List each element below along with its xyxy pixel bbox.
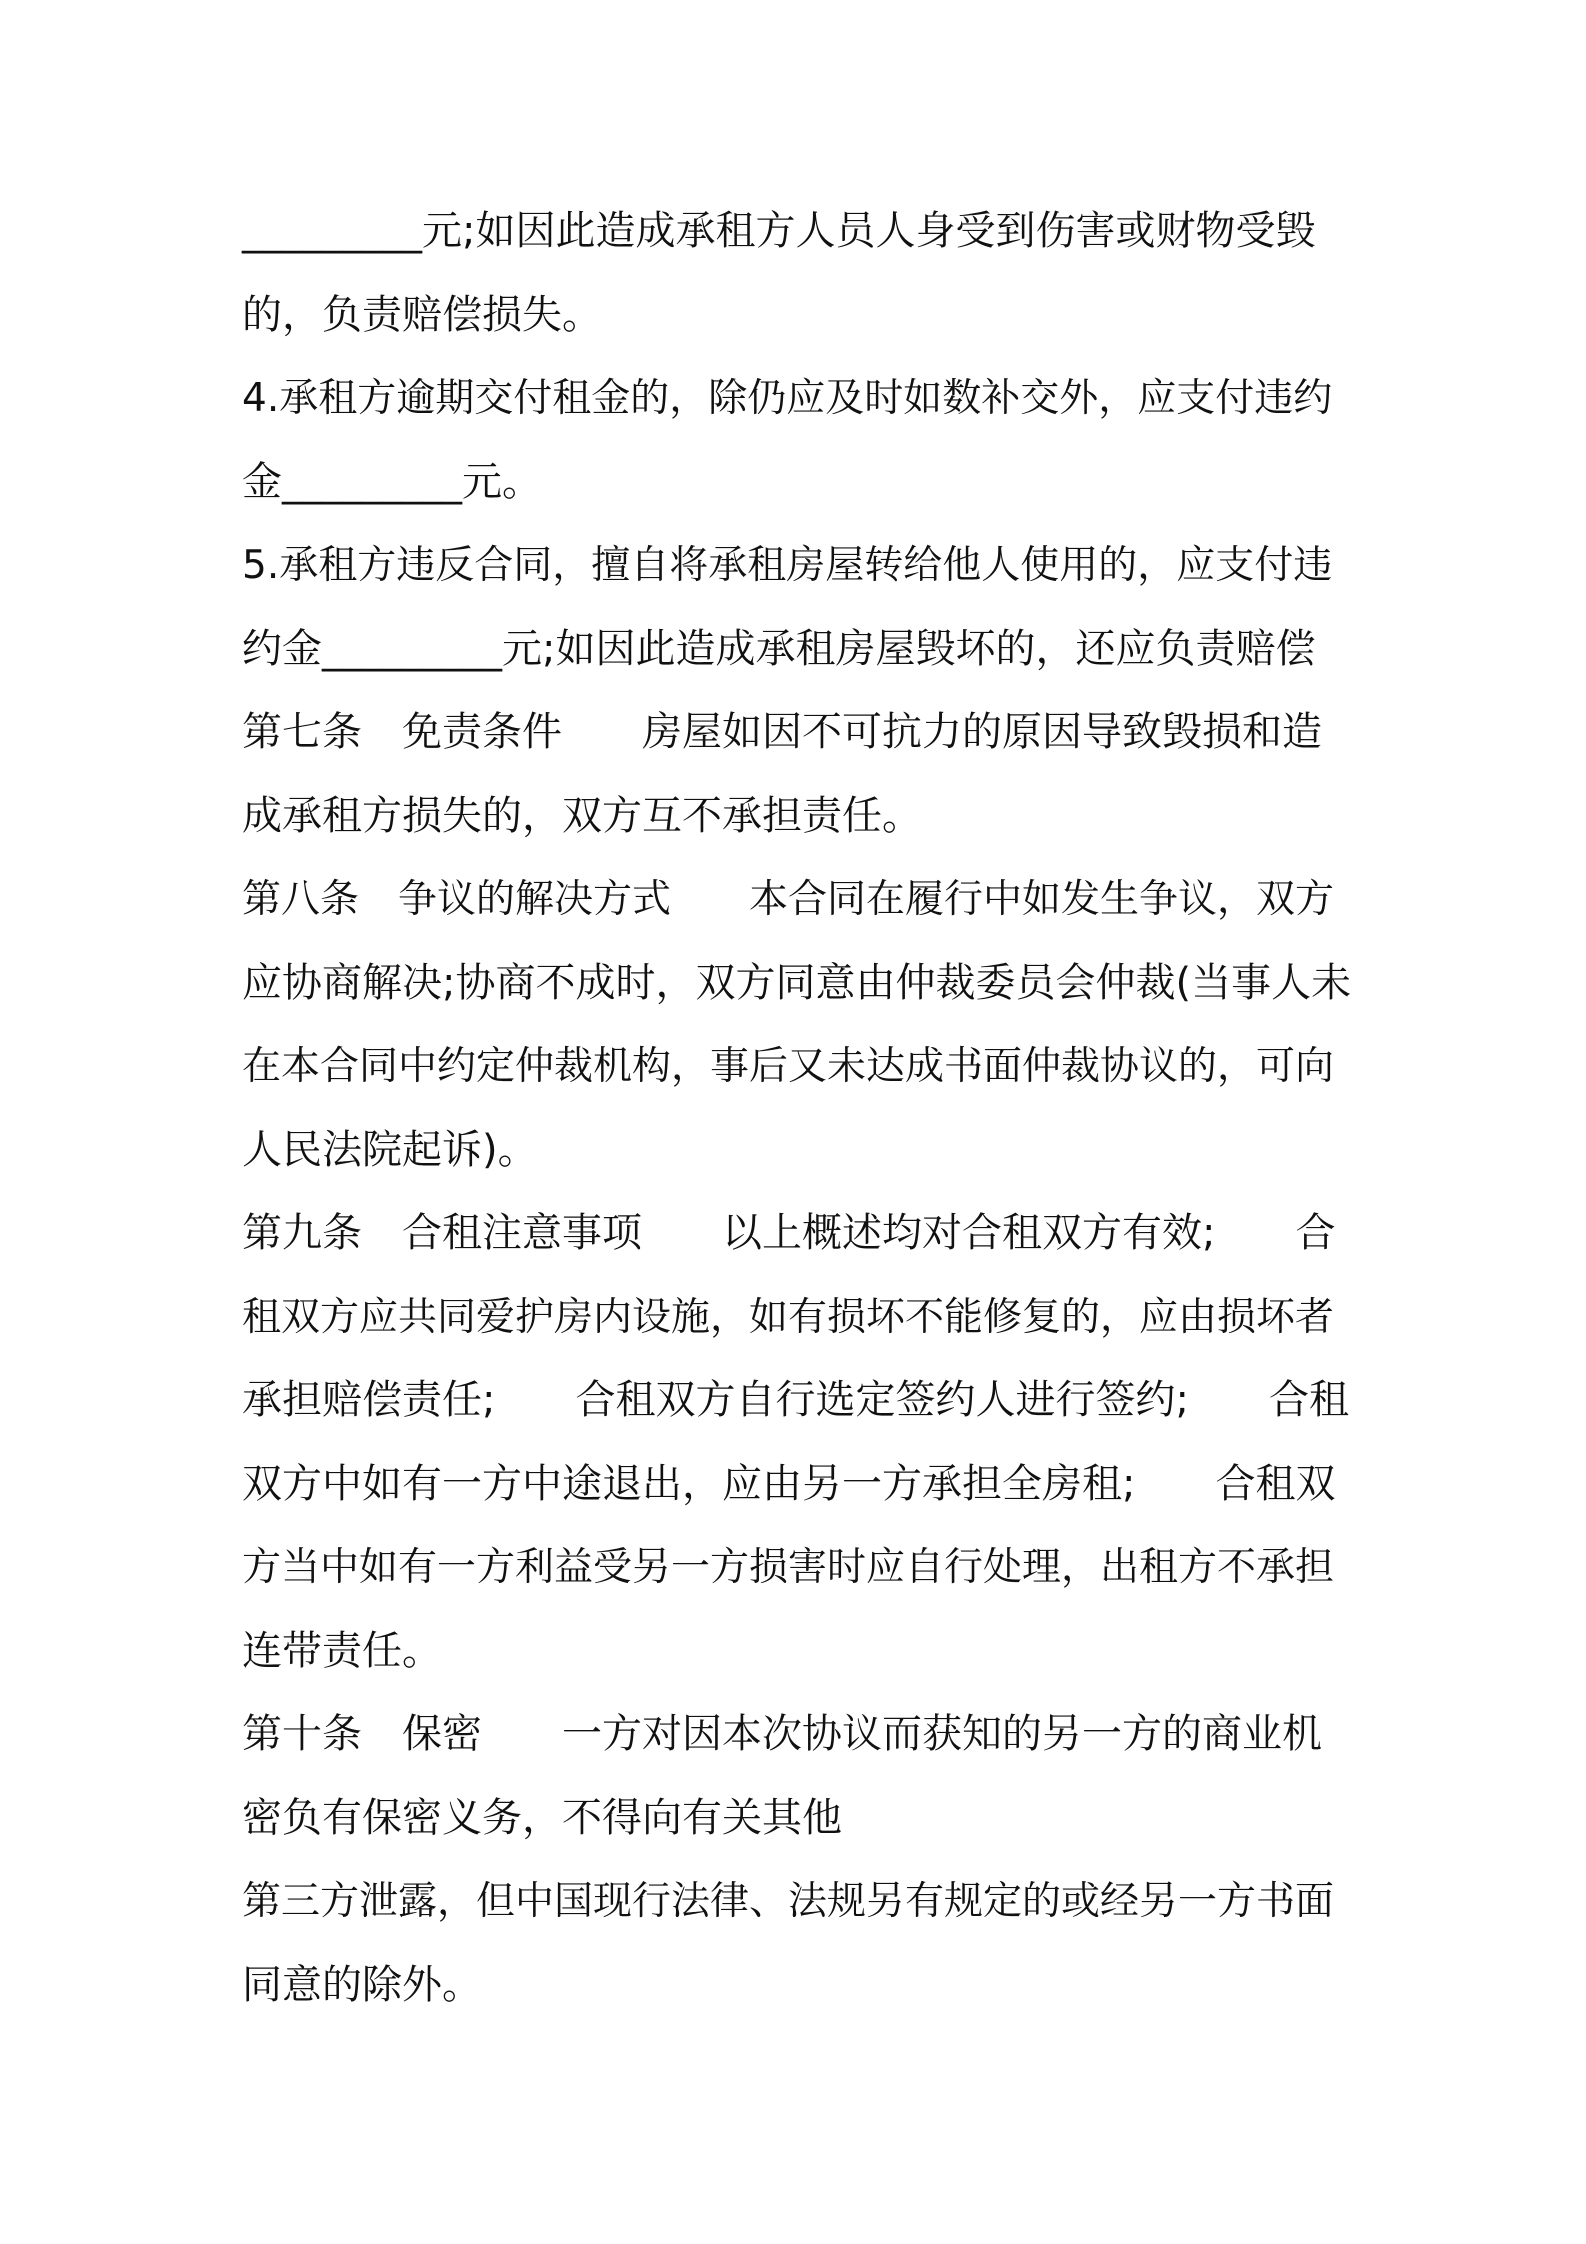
text-line-19: 第十条 保密 一方对因本次协议而获知的另一方的商业机 xyxy=(242,1711,1322,1757)
text-line-16: 双方中如有一方中途退出，应由另一方承担全房租; 合租双 xyxy=(242,1460,1336,1507)
text-line-20: 密负有保密义务，不得向有关其他 xyxy=(242,1794,842,1841)
document-body xyxy=(242,190,1352,2027)
text-line-2: 的，负责赔偿损失。 xyxy=(242,291,602,338)
text-line-5: 5.承租方违反合同，擅自将承租房屋转给他人使用的，应支付违 xyxy=(242,543,1333,588)
text-line-4: 金_________元。 xyxy=(242,458,542,505)
text-line-18: 连带责任。 xyxy=(242,1627,442,1674)
text-line-3: 4.承租方逾期交付租金的，除仍应及时如数补交外，应支付违约 xyxy=(242,376,1333,421)
text-line-21: 第三方泄露，但中国现行法律、法规另有规定的或经另一方书面 xyxy=(242,1879,1335,1924)
text-line-6: 约金_________元;如因此造成承租房屋毁坏的，还应负责赔偿 xyxy=(242,625,1316,672)
text-line-12: 人民法院起诉)。 xyxy=(242,1126,538,1173)
text-line-14: 租双方应共同爱护房内设施，如有损坏不能修复的，应由损坏者 xyxy=(242,1294,1335,1340)
text-line-15: 承担赔偿责任; 合租双方自行选定签约人进行签约; 合租 xyxy=(242,1377,1349,1423)
text-line-22: 同意的除外。 xyxy=(242,1961,482,2008)
text-line-10: 应协商解决;协商不成时，双方同意由仲裁委员会仲裁(当事人未 xyxy=(242,959,1352,1006)
text-line-11: 在本合同中约定仲裁机构，事后又未达成书面仲裁协议的，可向 xyxy=(242,1044,1335,1089)
text-line-9: 第八条 争议的解决方式 本合同在履行中如发生争议，双方 xyxy=(242,877,1335,922)
text-line-1: _________元;如因此造成承租方人员人身受到伤害或财物受毁 xyxy=(242,208,1316,254)
text-line-13: 第九条 合租注意事项 以上概述均对合租双方有效; 合 xyxy=(242,1210,1336,1256)
text-line-8: 成承租方损失的，双方互不承担责任。 xyxy=(242,792,922,839)
text-line-7: 第七条 免责条件 房屋如因不可抗力的原因导致毁损和造 xyxy=(242,709,1322,755)
text-line-17: 方当中如有一方利益受另一方损害时应自行处理，出租方不承担 xyxy=(242,1545,1335,1590)
